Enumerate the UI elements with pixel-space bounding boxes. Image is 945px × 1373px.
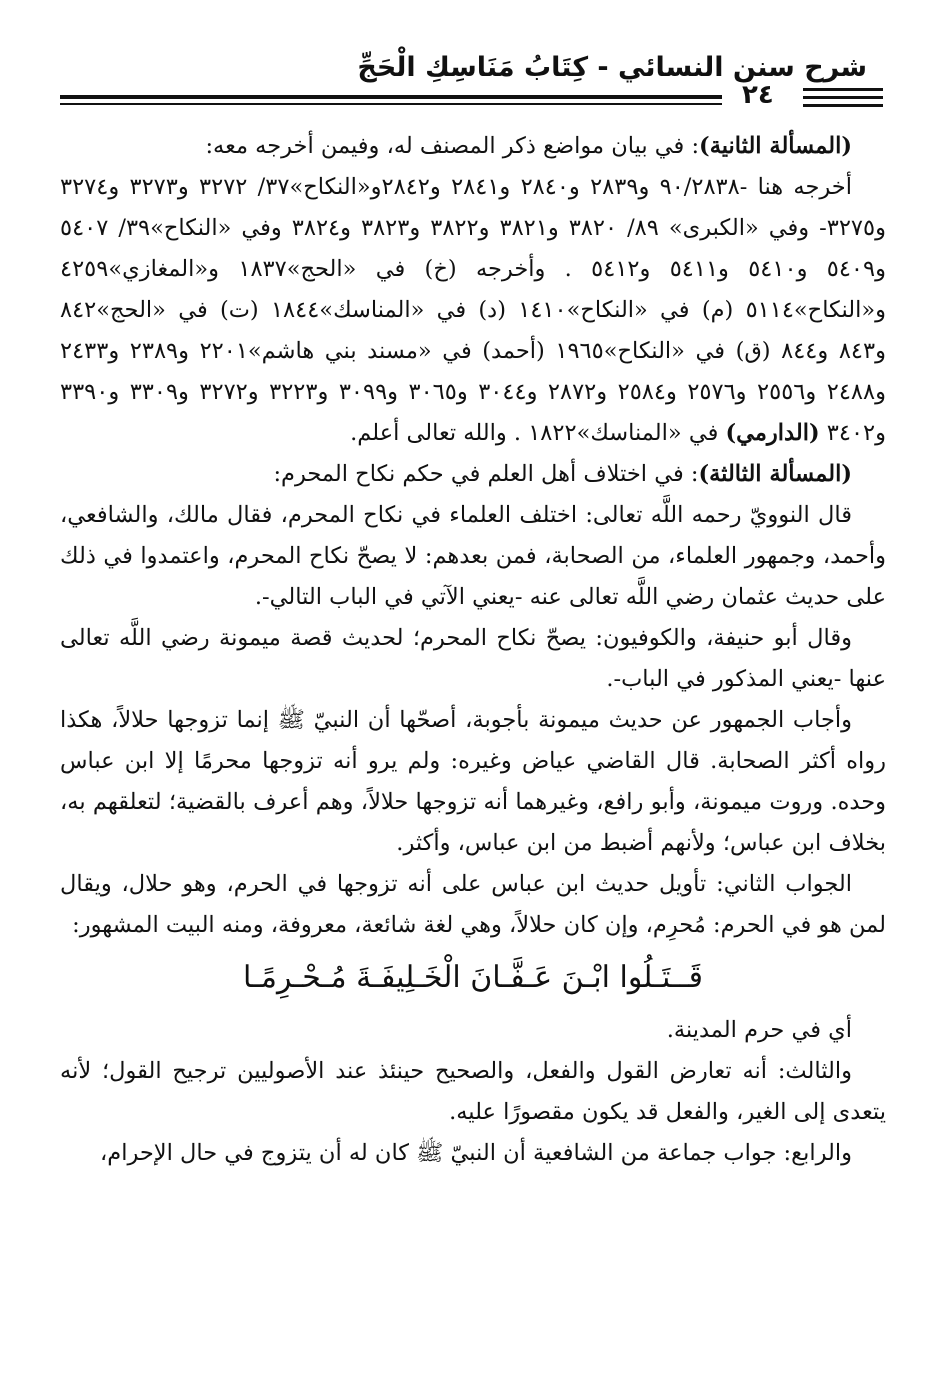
- paragraph-issue-three: [60, 454, 886, 495]
- source-name: (الدارمي): [725, 420, 820, 446]
- paragraph-third-answer: والثالث: أنه تعارض القول والفعل، والصحيح حينئذ عند الأصوليين ترجيح القول؛ لأنه يتعدى إلى الغير، والفعل قد يكون مقصورًا عليه.: [60, 1058, 886, 1125]
- section-heading: (المسألة الثالثة): [698, 461, 852, 487]
- header-rule-thick: [60, 95, 722, 99]
- paragraph-nawawi: قال النوويّ رحمه اللَّه تعالى: اختلف العلماء في نكاح المحرم، فقال مالك، والشافعي، وأحمد، وجمهور العلماء، من الصحابة، فمن بعدهم: لا يصحّ نكاح المحرم، واعتمدوا في ذلك على حديث عثمان رضي اللَّه تعالى عنه -يعني الآتي في الباب التالي-.: [60, 502, 886, 610]
- paragraph-medina: أي في حرم المدينة.: [666, 1017, 852, 1043]
- paragraph-issue-two: [60, 126, 886, 167]
- paragraph-fourth-answer: والرابع: جواب جماعة من الشافعية أن النبيّ ﷺ كان له أن يتزوج في حال الإحرام،: [100, 1140, 852, 1166]
- paragraph-abu-hanifa: وقال أبو حنيفة، والكوفيون: يصحّ نكاح المحرم؛ لحديث قصة ميمونة رضي اللَّه تعالى عنها -يعني المذكور في الباب-.: [60, 625, 886, 692]
- verse-line: قَــتَـلُوا ابْـنَ عَـفَّـانَ الْخَـلِيفَـةَ مُـحْـرِمًـا: [242, 960, 704, 995]
- paragraph-text: أخرجه هنا -٩٠/٢٨٣٨ و٢٨٣٩ و٢٨٤٠ و٢٨٤١ و٢٨٤٢و«النكاح»٣٧/ ٣٢٧٢ و٣٢٧٣ و٣٢٧٤ و٣٢٧٥- وفي «الكبرى» ٨٩/ ٣٨٢٠ و٣٨٢١ و٣٨٢٢ و٣٨٢٣ و٣٨٢٤ وفي «النكاح»٣٩/ ٥٤٠٧ و٥٤٠٩ و٥٤١٠ و٥٤١١ و٥٤١٢ . وأخرجه (خ) في «الحج»١٨٣٧ و«المغازي»٤٢٥٩ و«النكاح»٥١١٤ (م) في «النكاح»١٤١٠ (د) في «المناسك»١٨٤٤ (ت) في «الحج»٨٤٢ و٨٤٣ و٨٤٤ (ق) في «النكاح»١٩٦٥ (أحمد) في «مسند بني هاشم»٢٢٠١ و٢٣٨٩ و٢٤٣٣ و٢٤٨٨ و٢٥٥٦ و٢٥٧٦ و٢٥٨٤ و٢٨٧٢ و٣٠٤٤ و٣٠٦٥ و٣٠٩٩ و٣٢٢٣ و٣٢٧٢ و٣٣٠٩ و٣٣٩٠ و٣٤٠٢: [60, 174, 887, 446]
- paragraph-text: : في اختلاف أهل العلم في حكم نكاح المحرم:: [273, 461, 699, 487]
- header-rule-thin: [60, 103, 722, 105]
- page-number: ٢٤: [742, 80, 774, 110]
- paragraph-sources: [60, 167, 886, 454]
- body-text: [60, 126, 886, 1174]
- paragraph-second-answer: الجواب الثاني: تأويل حديث ابن عباس على أنه تزوجها في الحرم، وهو حلال، ويقال لمن هو في الحرم: مُحرِم، وإن كان حلالاً، وهي لغة شائعة، معروفة، ومنه البيت المشهور:: [60, 871, 886, 938]
- running-title: شرح سنن النسائي - كِتَابُ مَنَاسِكِ الْحَجِّ: [357, 52, 867, 83]
- header-rule-right: [803, 96, 883, 99]
- paragraph-text: : في بيان مواضع ذكر المصنف له، وفيمن أخرجه معه:: [205, 133, 700, 159]
- header-rule-right: [803, 104, 883, 107]
- paragraph-majority-answer: وأجاب الجمهور عن حديث ميمونة بأجوبة، أصحّها أن النبيّ ﷺ إنما تزوجها حلالاً، هكذا رواه أكثر الصحابة. قال القاضي عياض وغيره: ولم يرو أنه تزوجها محرمًا إلا ابن عباس وحده. وروت ميمونة، وأبو رافع، وغيرهما أنه تزوجها حلالاً، وهم أعرف بالقضية؛ لتعلقهم به، بخلاف ابن عباس؛ ولأنهم أضبط من ابن عباس، وأكثر.: [60, 707, 886, 856]
- section-heading: (المسألة الثانية): [699, 133, 852, 159]
- paragraph-text: في «المناسك»١٨٢٢ . والله تعالى أعلم.: [350, 420, 726, 446]
- header-rule-right: [803, 88, 883, 91]
